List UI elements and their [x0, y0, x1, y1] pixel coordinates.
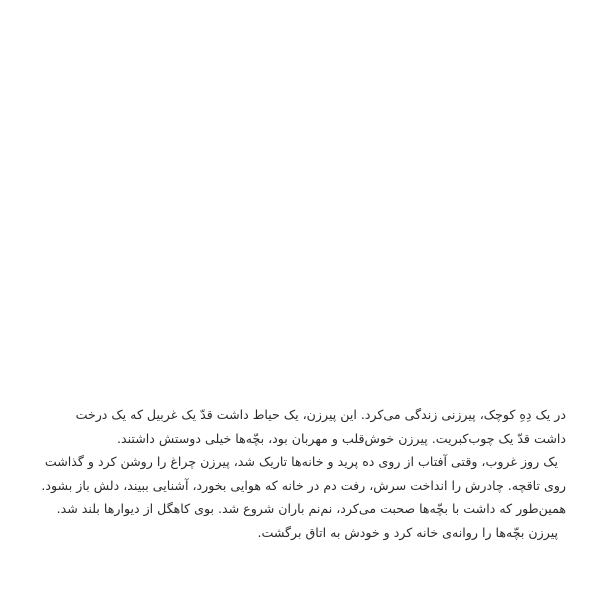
text-line: همین‌طور که داشت با بچّه‌ها صحبت می‌کرد، نم‌نم باران شروع شد. بوی کاهگل از دیوارها بلند شد.	[56, 501, 566, 516]
story-paragraph-1	[40, 403, 566, 450]
text-line: روی تاقچه. چادرش را انداخت سرش، رفت دم در خانه که هوایی بخورد، آشنایی ببیند، دلش باز بشود.	[41, 477, 566, 493]
story-text-block	[40, 403, 566, 544]
story-paragraph-2	[40, 450, 566, 544]
text-line: یک روز غروب، وقتی آفتاب از روی ده پرید و خانه‌ها تاریک شد، پیرزن چراغ را روشن کرد و گذاشت	[44, 454, 558, 469]
text-line: در یک دِهِ کوچک، پیرزنی زندگی می‌کرد. این پیرزن، یک حیاط داشت قدّ یک غربیل که یک درخت	[75, 407, 566, 422]
text-line: پیرزن بچّه‌ها را روانه‌ی خانه کرد و خودش به اتاق برگشت.	[257, 524, 558, 540]
text-line: داشت قدّ یک چوب‌کبریت. پیرزن خوش‌قلب و مهربان بود، بچّه‌ها خیلی دوستش داشتند.	[117, 430, 566, 446]
